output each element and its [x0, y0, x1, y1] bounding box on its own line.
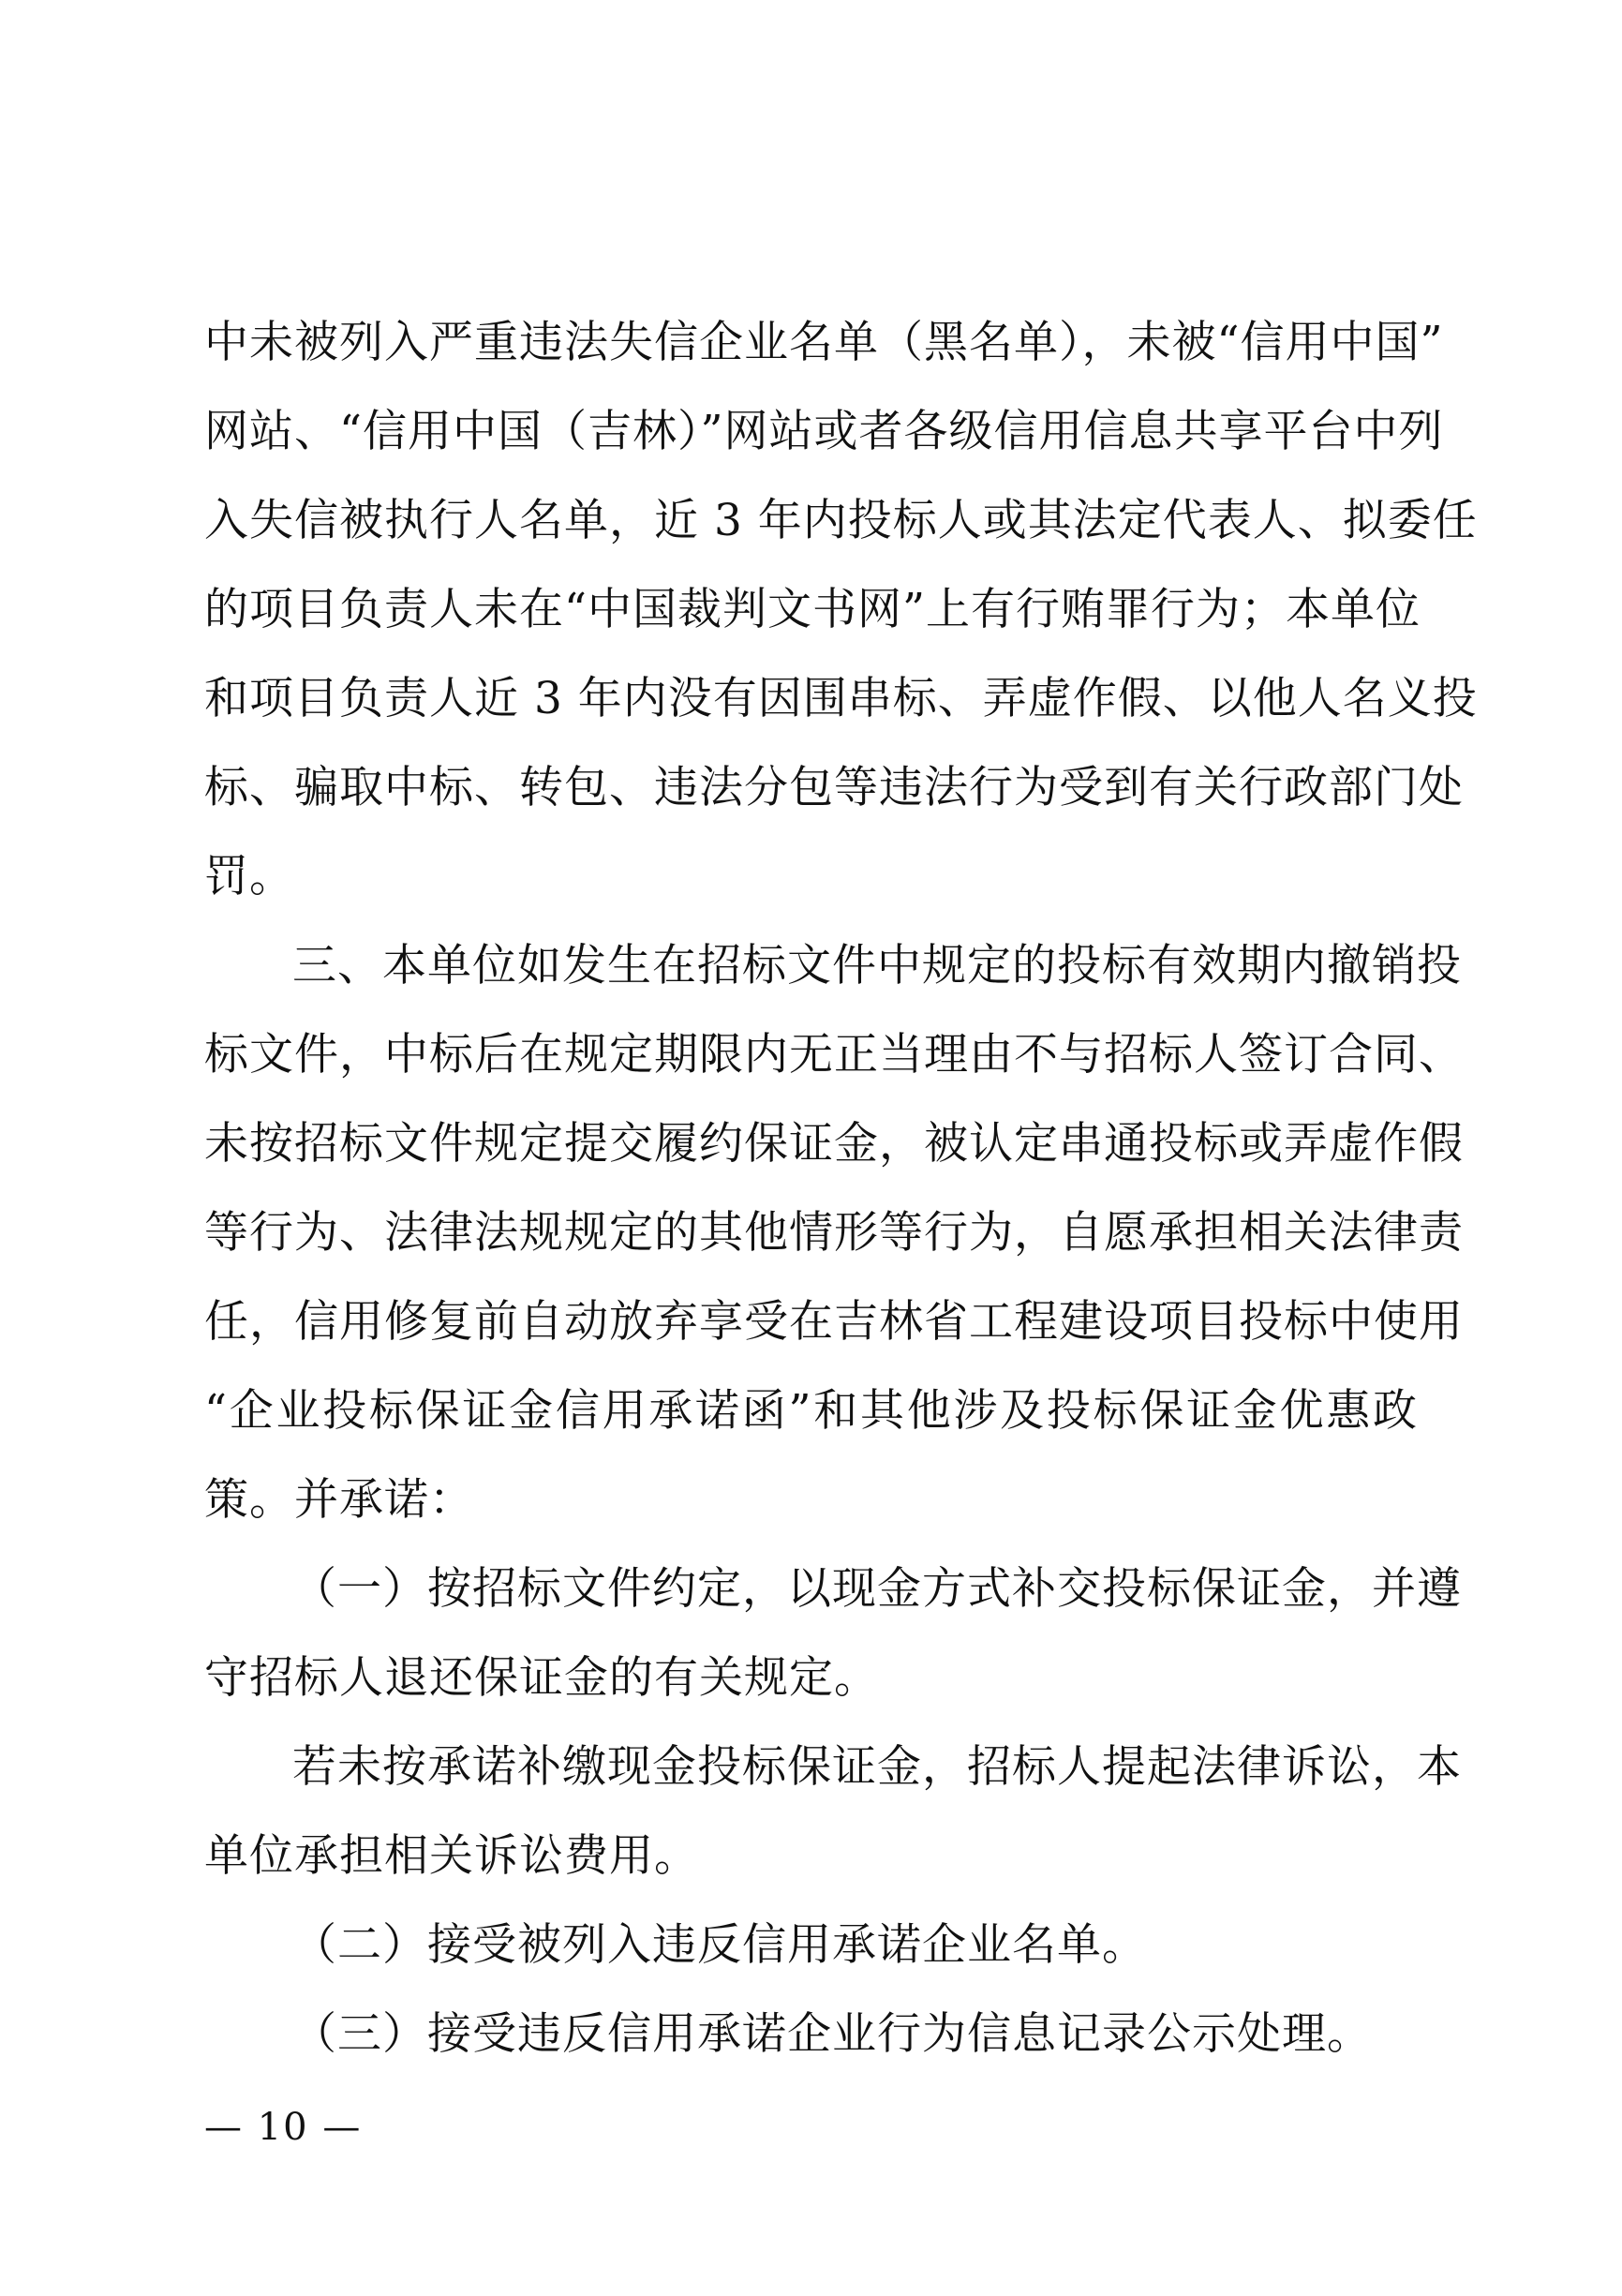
text-line: 网站、“信用中国（吉林）”网站或者各级信用信息共享平台中列: [204, 406, 1444, 457]
text-line: 标文件，中标后在规定期限内无正当理由不与招标人签订合同、: [204, 1029, 1464, 1081]
paragraph-start-line: （三）接受违反信用承诺企业行为信息记录公示处理。: [292, 2008, 1372, 2060]
text-line: 单位承担相关诉讼费用。: [204, 1830, 699, 1882]
paragraph-start-line: （二）接受被列入违反信用承诺企业名单。: [292, 1919, 1147, 1971]
page-number: — 10 —: [204, 2106, 363, 2149]
text-line: 未按招标文件规定提交履约保证金，被认定串通投标或弄虚作假: [204, 1118, 1464, 1170]
body-text: [204, 298, 1478, 2079]
text-line: “企业投标保证金信用承诺函”和其他涉及投标保证金优惠政: [204, 1385, 1418, 1437]
text-line: 的项目负责人未在“中国裁判文书网”上有行贿罪行为；本单位: [204, 584, 1421, 635]
text-line: 守招标人退还保证金的有关规定。: [204, 1652, 879, 1704]
paragraph-start-line: 三、本单位如发生在招标文件中规定的投标有效期内撤销投: [292, 940, 1462, 991]
paragraph-start-line: 若未按承诺补缴现金投标保证金，招标人提起法律诉讼，本: [292, 1741, 1462, 1793]
paragraph-start-line: （一）按招标文件约定，以现金方式补交投标保证金，并遵: [292, 1563, 1462, 1615]
text-line: 策。并承诺：: [204, 1474, 474, 1526]
text-line: 中未被列入严重违法失信企业名单（黑名单），未被“信用中国”: [204, 317, 1444, 368]
text-line: 等行为、法律法规规定的其他情形等行为，自愿承担相关法律责: [204, 1207, 1464, 1259]
text-line: 和项目负责人近 3 年内没有因围串标、弄虚作假、以他人名义投: [204, 673, 1478, 724]
text-line: 标、骗取中标、转包、违法分包等违法行为受到有关行政部门处: [204, 762, 1464, 813]
text-line: 任，信用修复前自动放弃享受在吉林省工程建设项目投标中使用: [204, 1296, 1464, 1348]
text-line: 罚。: [204, 851, 294, 902]
text-line: 入失信被执行人名单，近 3 年内投标人或其法定代表人、拟委任: [204, 495, 1478, 546]
